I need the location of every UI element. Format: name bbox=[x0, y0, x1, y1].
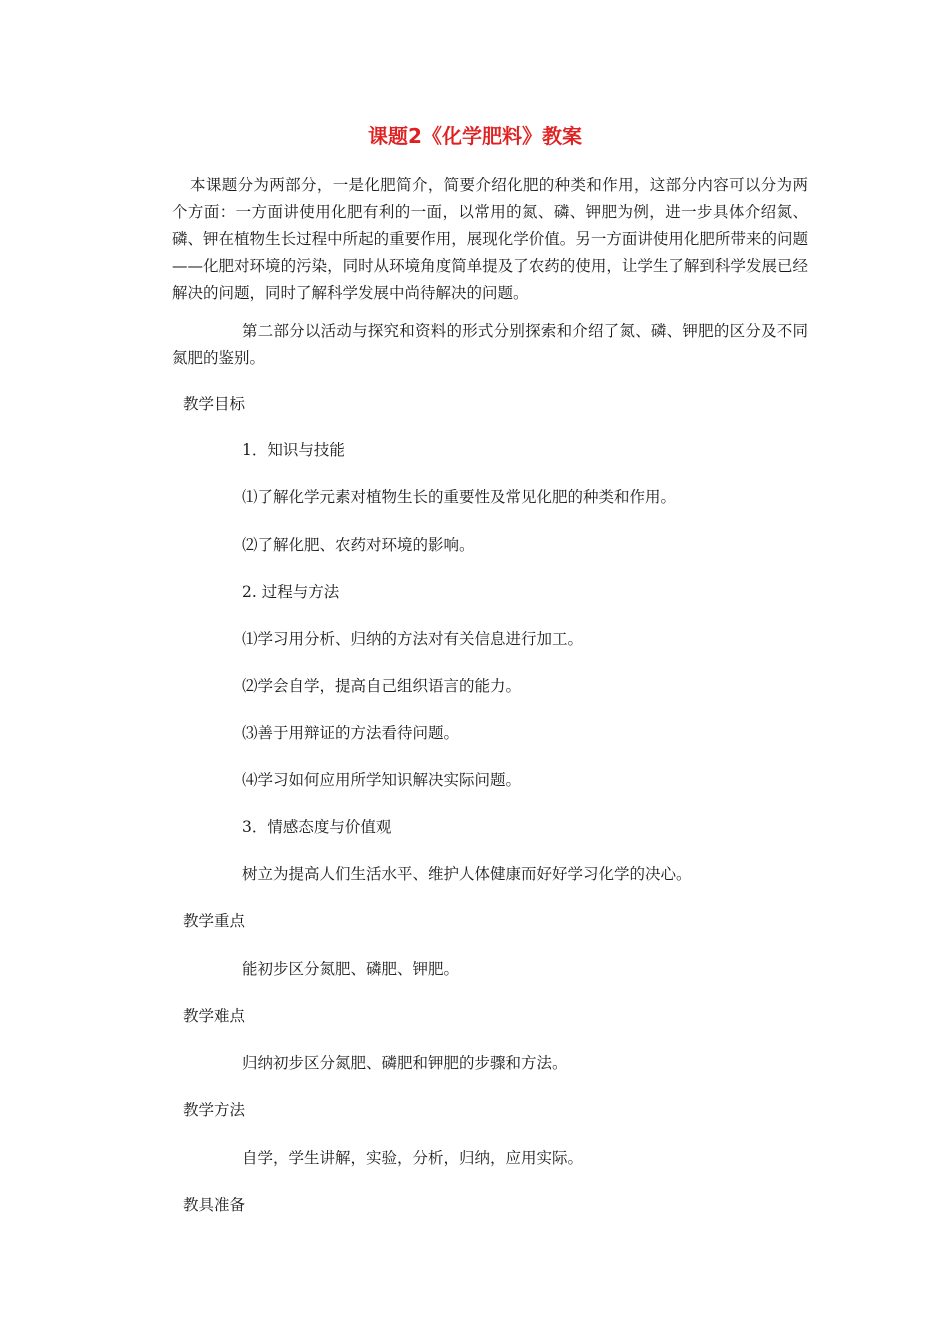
knowledge-item-1: ⑴了解化学元素对植物生长的重要性及常见化肥的种类和作用。 bbox=[242, 488, 677, 506]
objectives-heading: 教学目标 bbox=[183, 395, 246, 413]
second-paragraph: 第二部分以活动与探究和资料的形式分别探索和介绍了氮、磷、钾肥的区分及不同氮肥的鉴别。 bbox=[172, 322, 808, 367]
process-item-2: ⑵学会自学，提高自己组织语言的能力。 bbox=[242, 677, 522, 695]
process-item-4: ⑷学习如何应用所学知识解决实际问题。 bbox=[242, 771, 522, 789]
intro-paragraph: 本课题分为两部分，一是化肥简介，简要介绍化肥的种类和作用，这部分内容可以分为两个方面：一方面讲使用化肥有利的一面，以常用的氮、磷、钾肥为例，进一步具体介绍氮、磷、钾在植物生长过程中所起的重要作用，展现化学价值。另一方面讲使用化肥所带来的问题——化肥对环境的污染，同时从环境角度简单提及了农药的使用，让学生了解到科学发展已经解决的问题，同时了解科学发展中尚待解决的问题。 bbox=[172, 176, 808, 302]
knowledge-item-2: ⑵了解化肥、农药对环境的影响。 bbox=[242, 536, 475, 554]
emotion-values-text: 树立为提高人们生活水平、维护人体健康而好好学习化学的决心。 bbox=[242, 865, 692, 883]
key-points-text: 能初步区分氮肥、磷肥、钾肥。 bbox=[242, 960, 460, 978]
methods-text: 自学，学生讲解，实验，分析，归纳，应用实际。 bbox=[242, 1149, 584, 1167]
knowledge-skills-heading: 1．知识与技能 bbox=[242, 441, 345, 459]
difficulties-text: 归纳初步区分氮肥、磷肥和钾肥的步骤和方法。 bbox=[242, 1054, 568, 1072]
process-item-1: ⑴学习用分析、归纳的方法对有关信息进行加工。 bbox=[242, 630, 584, 648]
document-title: 课题2《化学肥料》教案 bbox=[368, 124, 582, 148]
process-item-3: ⑶善于用辩证的方法看待问题。 bbox=[242, 724, 460, 742]
process-method-heading: 2. 过程与方法 bbox=[242, 583, 340, 601]
difficulties-heading: 教学难点 bbox=[183, 1007, 246, 1025]
key-points-heading: 教学重点 bbox=[183, 912, 246, 930]
emotion-values-heading: 3．情感态度与价值观 bbox=[242, 818, 392, 836]
methods-heading: 教学方法 bbox=[183, 1101, 246, 1119]
materials-heading: 教具准备 bbox=[183, 1196, 246, 1214]
